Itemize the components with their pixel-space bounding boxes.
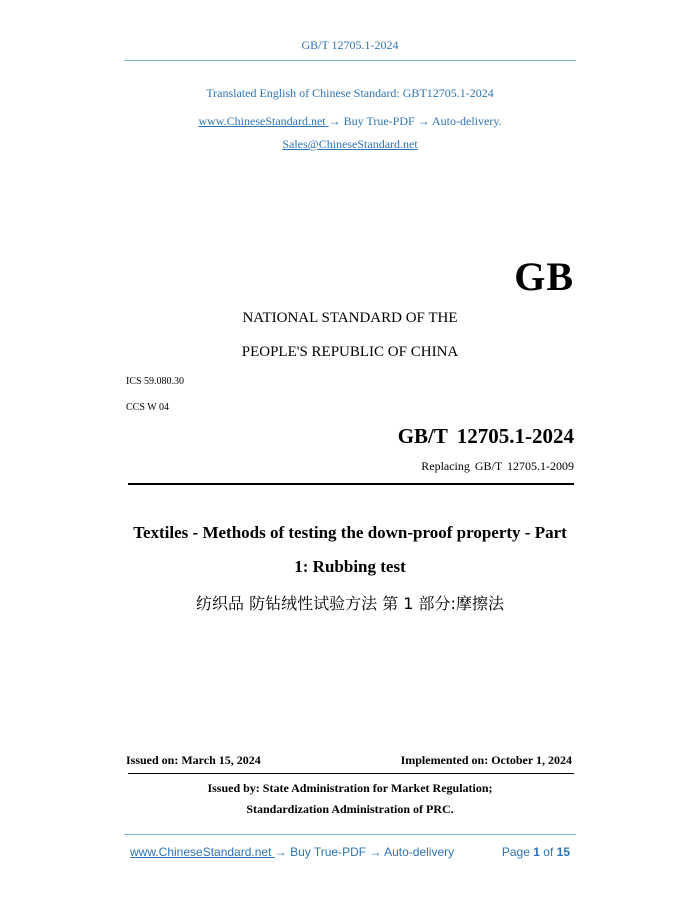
- dates-divider: [128, 773, 574, 774]
- translation-notice: Translated English of Chinese Standard: GBT12705.1-2024: [206, 86, 494, 100]
- footer-divider: [124, 834, 576, 835]
- title-english-line-1: Textiles - Methods of testing the down-proof property - Part: [133, 523, 567, 542]
- standard-number: GB/T 12705.1-2024: [397, 424, 574, 448]
- footer-links: [130, 845, 454, 859]
- buy-text: → Buy True-PDF → Auto-delivery.: [328, 114, 502, 128]
- page-total: 15: [556, 845, 570, 859]
- header-standard-code: GB/T 12705.1-2024: [301, 38, 399, 52]
- issued-date: Issued on: March 15, 2024: [126, 753, 261, 767]
- site-link[interactable]: www.ChineseStandard.net: [198, 114, 329, 128]
- issuer-line-1: Issued by: State Administration for Market Regulation;: [207, 781, 493, 795]
- footer-site-link[interactable]: www.ChineseStandard.net: [130, 845, 275, 859]
- issuer-line-2: Standardization Administration of PRC.: [246, 802, 454, 816]
- gb-logo: GB: [514, 254, 574, 299]
- replacing-note: Replacing GB/T 12705.1-2009: [421, 459, 574, 473]
- national-standard-line-1: NATIONAL STANDARD OF THE: [242, 310, 458, 326]
- page-indicator: [502, 845, 570, 859]
- header-divider: [124, 60, 576, 61]
- footer-buy-text: → Buy True-PDF → Auto-delivery: [274, 845, 455, 859]
- national-standard-line-2: PEOPLE'S REPUBLIC OF CHINA: [241, 344, 459, 360]
- header-links-line: [0, 114, 700, 129]
- sales-line: [0, 137, 700, 152]
- title-english-line-2: 1: Rubbing test: [294, 557, 406, 576]
- implemented-date: Implemented on: October 1, 2024: [400, 753, 572, 767]
- main-divider: [128, 483, 574, 485]
- page-label: Page: [501, 845, 530, 859]
- ics-code: ICS 59.080.30: [126, 376, 185, 387]
- sales-email-link[interactable]: Sales@ChineseStandard.net: [282, 137, 418, 151]
- title-chinese: 纺织品 防钻绒性试验方法 第 1 部分:摩擦法: [196, 594, 504, 613]
- ccs-code: CCS W 04: [126, 402, 169, 413]
- page-of: of: [543, 845, 554, 859]
- page-current: 1: [533, 845, 540, 859]
